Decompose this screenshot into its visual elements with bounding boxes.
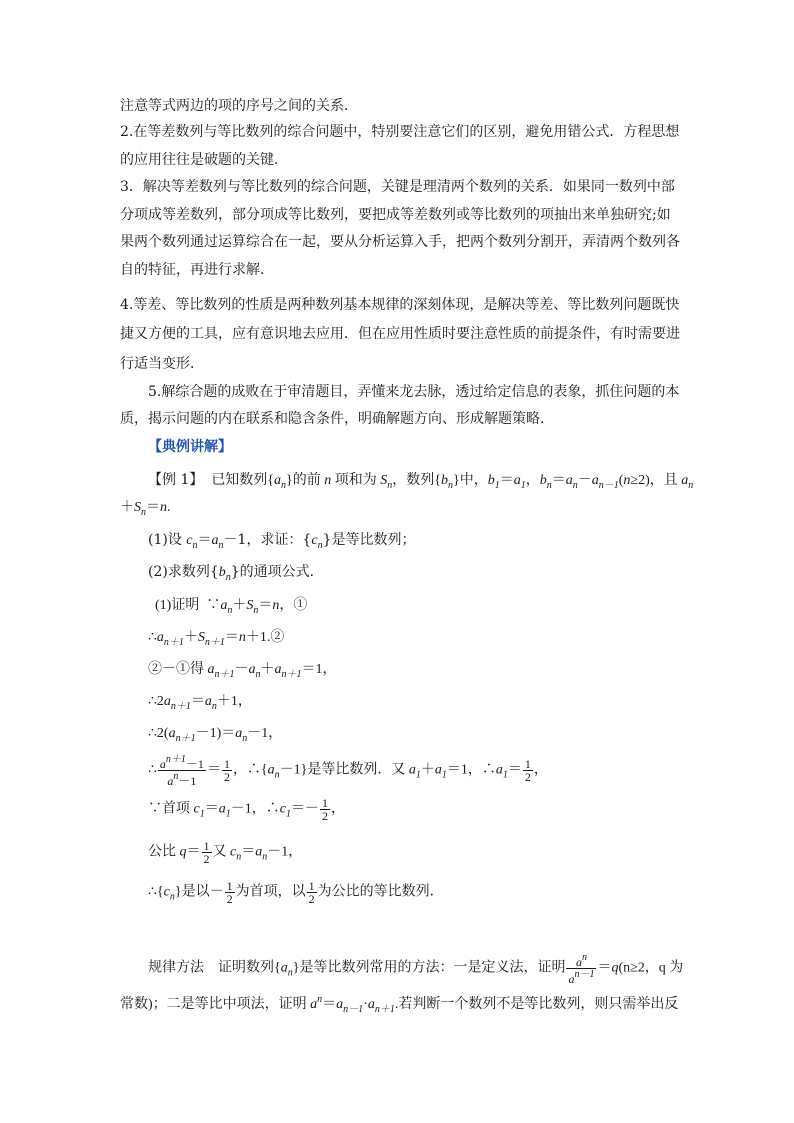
step-3-prefix: ②－①得 (148, 662, 204, 677)
fraction-half-2: $\frac{1}{2}$ (524, 757, 531, 784)
note-3-line-3: 果两个数列通过运算综合在一起，要从分析运算入手，把两个数列分割开，弄清两个数列各 (120, 234, 680, 250)
proof-step-2: $\therefore a_{n+1}+S_{n+1}=n+1.②$ (148, 630, 285, 648)
note-3-line-4: 自的特征，再进行求解． (120, 262, 274, 278)
proof-label: (1)证明 (155, 598, 200, 613)
fraction-neg-half: $\frac{1}{2}$ (321, 796, 328, 823)
method-cond: (n≥2，q 为 (618, 960, 684, 976)
fraction-q: $\frac{1}{2}$ (203, 839, 210, 866)
proof-conclusion: $\therefore\{c_n\}$是以－ $\frac{1}{2}$ 为首项，以 $\frac{1}{2}$ 为公比的等比数列． (148, 879, 444, 906)
question-1-mid: ，求证：{ (246, 532, 312, 548)
question-2-prefix: (2)求数列{ (148, 564, 219, 580)
question-2: (2)求数列$\{b_n\}$的通项公式． (148, 564, 324, 583)
ratio-label: 公比 (148, 844, 176, 860)
note-2-line-2: 的应用往往是破题的关键． (120, 152, 288, 168)
note-5-line-2: 质，揭示问题的内在联系和隐含条件，明确解题方向、形成解题策略. (120, 411, 545, 427)
circle-two: ② (270, 630, 285, 645)
question-1-prefix: (1)设 (148, 532, 182, 548)
method-line-2-prefix: 常数)；二是等比中项法，证明 (120, 997, 307, 1012)
question-1: (1)设 $c_n=a_n-1$，求证：$\{c_n\}$是等比数列； (148, 532, 416, 551)
note-5-line-1: 5.解综合题的成败在于审清题目，弄懂来龙去脉，透过给定信息的表象，抓住问题的本 (148, 384, 680, 400)
note-line-0: 注意等式两边的项的序号之间的关系． (120, 98, 358, 114)
note-4-line-1: 4.等差、等比数列的性质是两种数列基本规律的深刻体现，是解决等差、等比数列问题既快 (120, 297, 680, 313)
method-prefix: 规律方法 证明数列{ (148, 960, 281, 976)
note-4-line-3: 行适当变形． (120, 356, 204, 372)
circle-one: ① (293, 598, 308, 613)
proof-step-3: ②－①得 $a_{n+1}-a_n+a_{n+1}=1$， (148, 662, 337, 680)
note-3-line-2: 分项成等差数列，部分项成等比数列，要把成等差数列或等比数列的项抽出来单独研究;如 (120, 207, 671, 223)
question-2-suffix: }的通项公式． (230, 564, 324, 580)
proof-step-6: ∴ $\frac{a^{n+1}-1}{a^n-1}$ ＝ $\frac{1}{2}$ ，$\therefore\{a_n-1\}$是等比数列．又 $a_1+a_1=1$，$\therefore a_1=$ $\frac{1}{2}$ ， (148, 754, 548, 788)
section-heading: 【典例讲解】 (148, 439, 232, 455)
example-label: 【例 1】 (148, 472, 204, 488)
proof-step-7: ∵首项 $c_1=a_1-1$，$\therefore c_1=-$ $\frac{1}{2}$ ， (148, 796, 345, 823)
method-line-2: 常数)；二是等比中项法，证明 $a^n=a_{n-1}\cdot a_{n+1}$.若判断一个数列不是等比数列，则只需举出反 (120, 994, 679, 1015)
ratio-and: 又 (212, 844, 227, 860)
example-line-2: $+S_n=n$. (120, 500, 171, 518)
conclusion-b: 为首项，以 (235, 884, 306, 900)
fraction-ratio: $\frac{a^{n+1}-1}{a^n-1}$ (159, 754, 204, 788)
fraction-first: $\frac{1}{2}$ (226, 879, 233, 906)
question-1-suffix: }是等比数列； (322, 532, 416, 548)
fraction-common: $\frac{1}{2}$ (308, 879, 315, 906)
method-mid: }是等比数列常用的方法：一是定义法，证明 (292, 960, 566, 976)
method-line-1: 规律方法 证明数列$\{a_n\}$是等比数列常用的方法：一是定义法，证明 $\frac{a^n}{a^{n-1}}$ ＝q(n≥2，q 为 (148, 952, 684, 986)
note-3-line-1: 3．解决等差数列与等比数列的综合问题，关键是理清两个数列的关系．如果同一数列中部 (120, 179, 675, 195)
proof-step-1: (1)证明 $\because a_n+S_n=n$，① (155, 598, 308, 616)
first-term-label: 首项 (162, 801, 190, 817)
note-2-line-1: 2.在等差数列与等比数列的综合问题中，特别要注意它们的区别，避免用错公式．方程思想 (120, 124, 680, 140)
proof-step-5: $\therefore 2(a_{n+1}-1)=a_n-1$， (148, 726, 283, 744)
conclusion-a: 是以 (181, 884, 210, 900)
method-line-2-suffix: 若判断一个数列不是等比数列，则只需举出反 (398, 997, 679, 1012)
fraction-definition: $\frac{a^n}{a^{n-1}}$ (568, 952, 595, 986)
example-line-1: 【例 1】 已知数列$\{a_n\}$的前 n 项和为 $S_n$，数列$\{b_n\}$中，$b_1=a_1$，$b_n=a_n-a_{n-1}(n\ge 2)$，且 $a_n$ (148, 472, 694, 491)
conclusion-c: 为公比的等比数列． (317, 884, 444, 900)
note-4-line-2: 捷又方便的工具，应有意识地去应用．但在应用性质时要注意性质的前提条件，有时需要进 (120, 326, 680, 342)
fraction-half: $\frac{1}{2}$ (223, 757, 230, 784)
proof-step-8: 公比 q＝ $\frac{1}{2}$ 又 $c_n=a_n-1$， (148, 839, 303, 866)
proof-step-4: $\therefore 2a_{n+1}=a_n+1$， (148, 694, 252, 712)
geometric-note: 是等比数列．又 (307, 762, 406, 778)
